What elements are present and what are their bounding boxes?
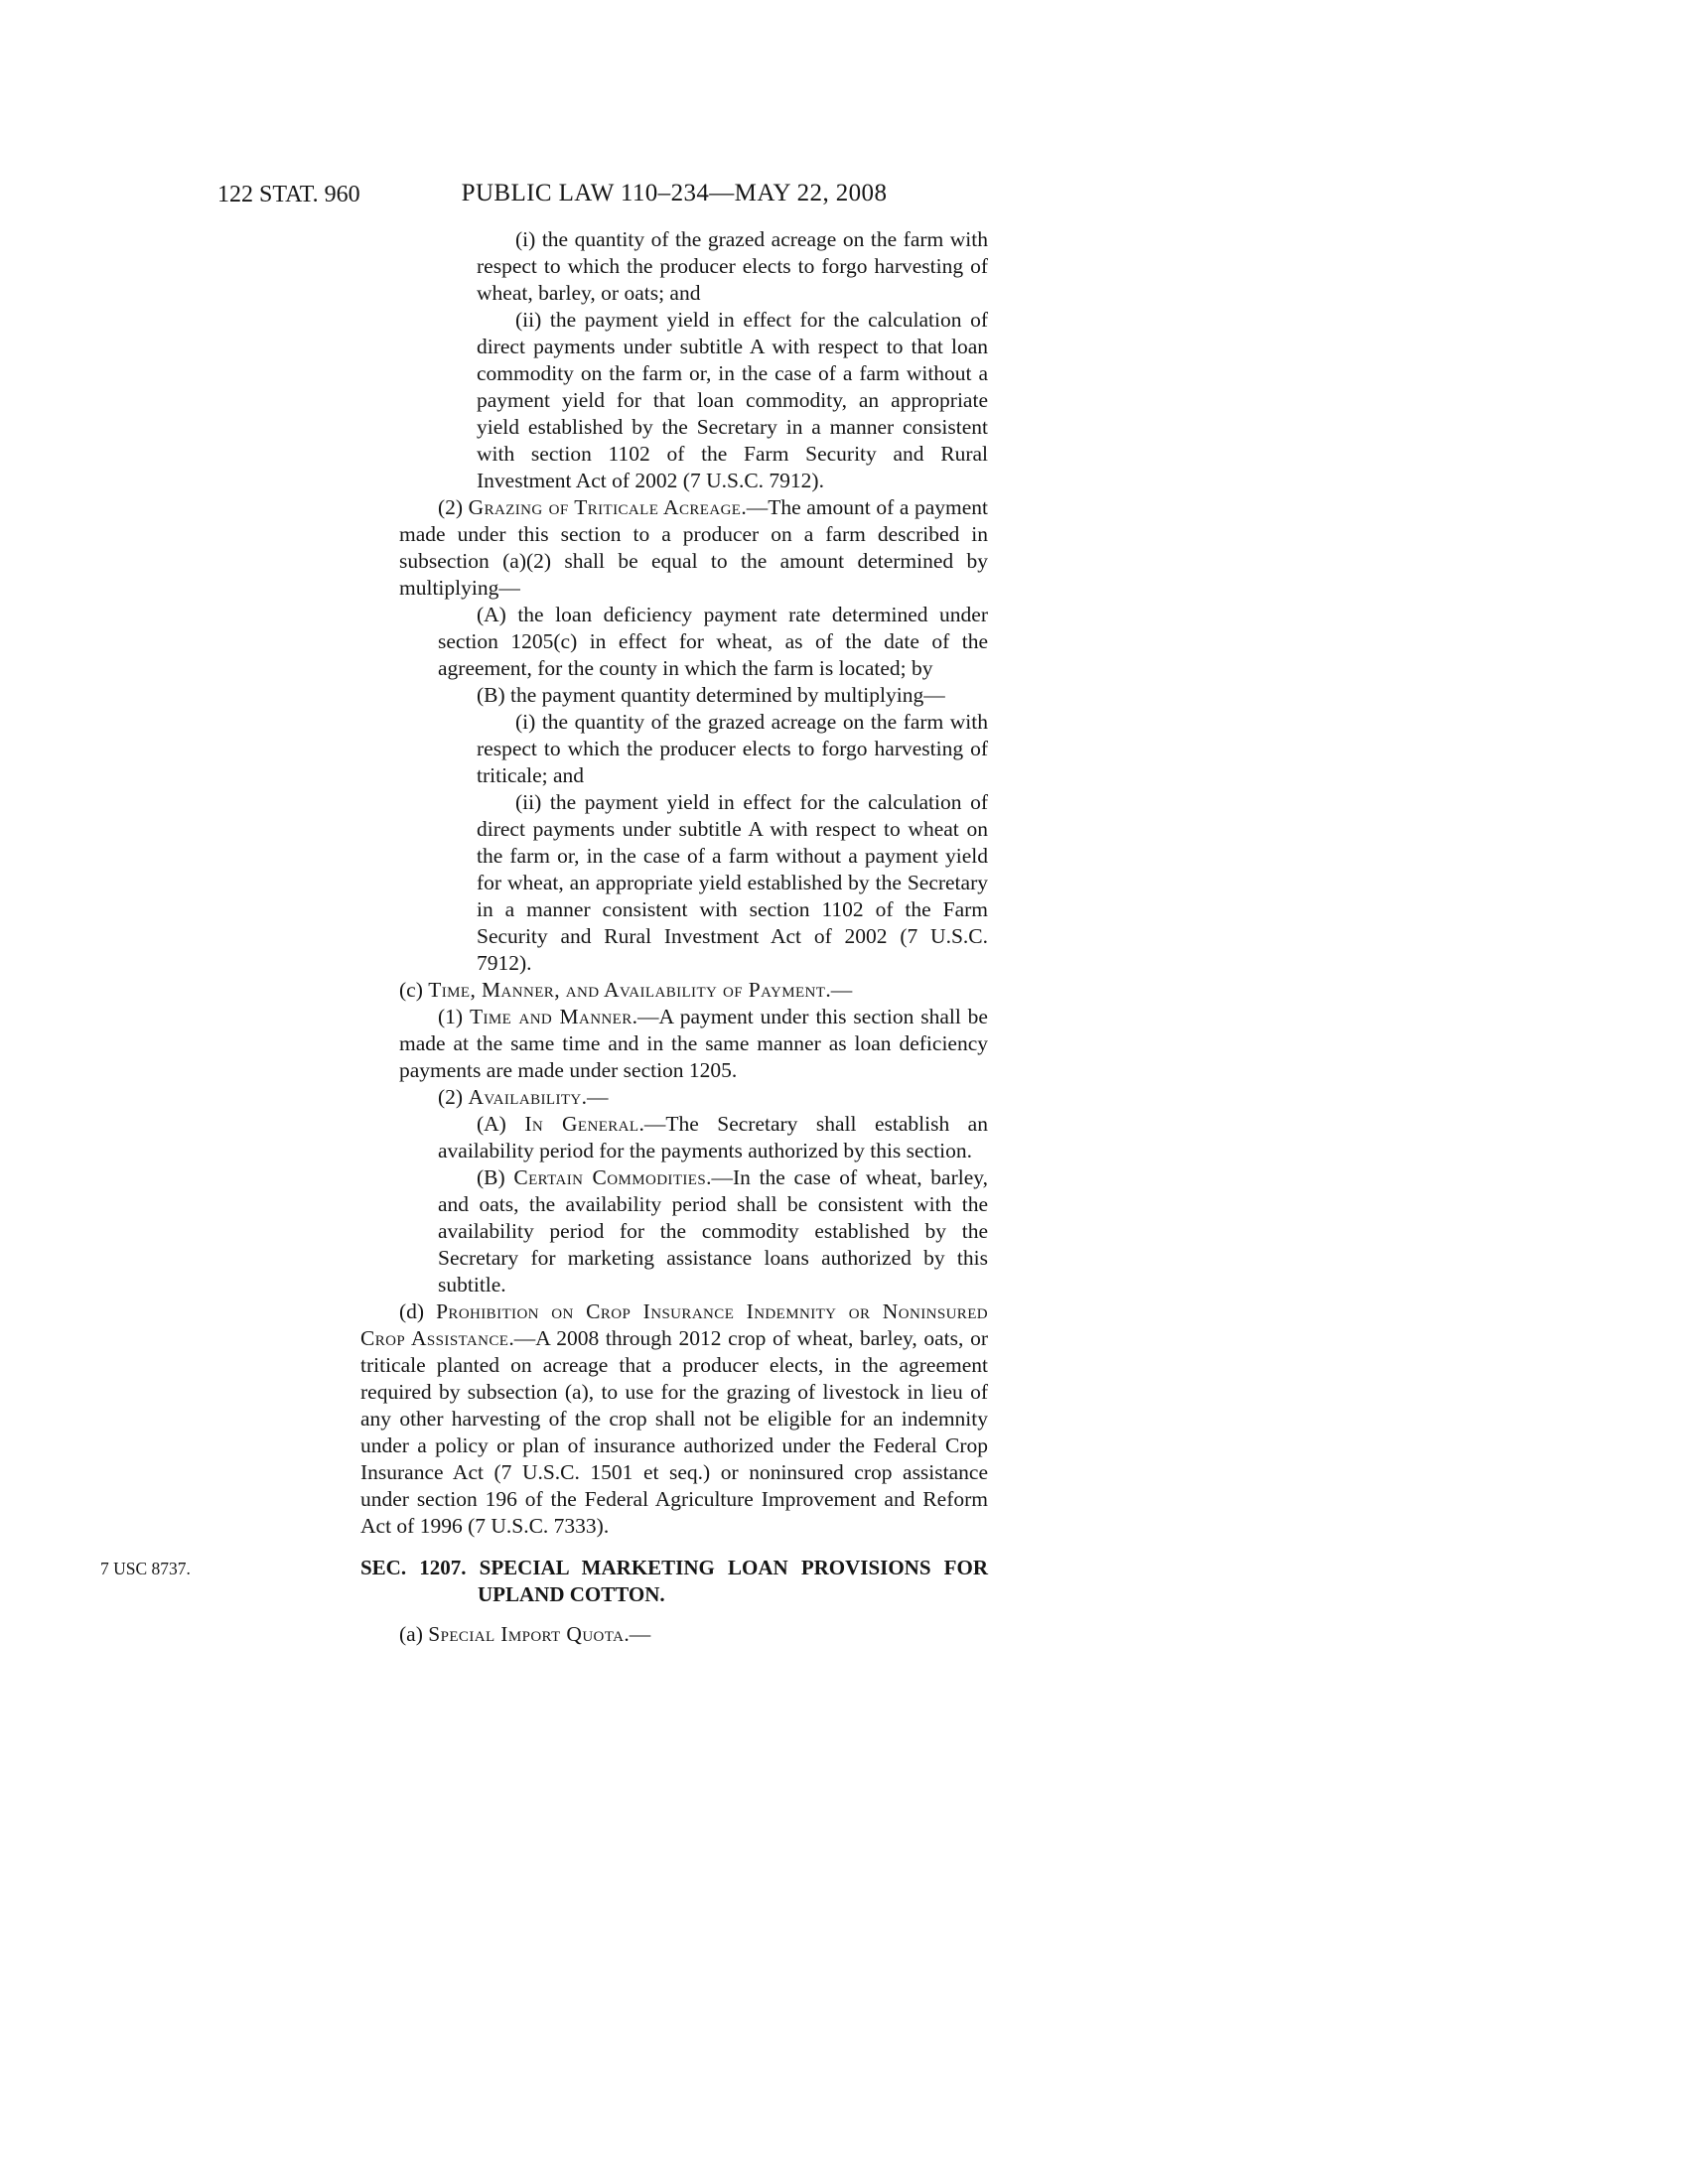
text-run: .— — [825, 978, 853, 1002]
small-caps-heading-text: Time, Manner, and Availability of Payment — [428, 978, 826, 1002]
statute-paragraph — [477, 789, 988, 977]
section-heading: SEC. 1207. SPECIAL MARKETING LOAN PROVISIONS FOR UPLAND COTTON. 7 USC 8737. — [100, 1556, 988, 1606]
small-caps-heading-text: Special Import Quota — [428, 1622, 625, 1646]
text-run: (d) — [399, 1299, 437, 1323]
small-caps-heading-text: Grazing of Triticale Acreage — [468, 495, 742, 519]
text-run: (2) — [438, 495, 469, 519]
small-caps-heading-text: Time and Manner — [469, 1005, 633, 1028]
statute-paragraph — [360, 1621, 988, 1648]
text-run: .— — [624, 1622, 651, 1646]
text-run: (i) the quantity of the grazed acreage on the farm with respect to which the producer elects to forgo harvesting of triticale; and — [477, 710, 988, 787]
text-run: SEC. 1207. SPECIAL MARKETING LOAN PROVISIONS FOR UPLAND COTTON. — [360, 1556, 988, 1606]
text-run: (1) — [438, 1005, 470, 1028]
text-run: (B) the payment quantity determined by multiplying— — [477, 683, 945, 707]
text-run: .—A 2008 through 2012 crop of wheat, barley, oats, or triticale planted on acreage that a producer elects, in the agreement required by subsection (a), to use for the grazing of livestock in lieu of any other harvesting of the crop shall not be eligible for an indemnity under a policy or plan of insurance authorized under the Federal Crop Insurance Act (7 U.S.C. 1501 et seq.) or noninsured crop assistance under section 196 of the Federal Agriculture Improvement and Reform Act of 1996 (7 U.S.C. 7333). — [360, 1326, 988, 1538]
statute-paragraph — [399, 1084, 988, 1111]
text-run: .—The Secretary shall establish an availability period for the payments authorized by this section. — [438, 1112, 988, 1162]
small-caps-heading-text: Certain Commodities — [513, 1165, 707, 1189]
statute-paragraph — [438, 602, 988, 682]
statute-paragraph — [360, 977, 988, 1004]
text-run: (ii) the payment yield in effect for the calculation of direct payments under subtitle A with respect to that loan commodity on the farm or, in the case of a farm without a payment yield for that loan commodity, an appropriate yield established by the Secretary in a manner consistent with section 1102 of the Farm Security and Rural Investment Act of 2002 (7 U.S.C. 7912). — [477, 308, 988, 492]
small-caps-heading-text: Prohibition on Crop Insurance Indemnity or Noninsured Crop Assistance — [360, 1299, 988, 1350]
small-caps-heading-text: In General — [524, 1112, 639, 1136]
text-run: .—In the case of wheat, barley, and oats, the availability period shall be consistent with the availability period for the commodity established by the Secretary for marketing assistance loans authorized by this subtitle. — [438, 1165, 988, 1297]
text-run: .—The amount of a payment made under this section to a producer on a farm described in subsection (a)(2) shall be equal to the amount determined by multiplying— — [399, 495, 988, 600]
statute-paragraph — [360, 1298, 988, 1540]
text-run: .—A payment under this section shall be made at the same time and in the same manner as loan deficiency payments are made under section 1205. — [399, 1005, 988, 1082]
text-run: (a) — [399, 1622, 429, 1646]
statute-paragraph — [399, 1004, 988, 1084]
statute-paragraph — [477, 307, 988, 494]
statute-paragraph — [438, 682, 988, 709]
statute-paragraph — [438, 1111, 988, 1164]
statute-paragraph — [477, 226, 988, 307]
text-run: (2) — [438, 1085, 469, 1109]
text-run: (ii) the payment yield in effect for the calculation of direct payments under subtitle A with respect to wheat on the farm or, in the case of a farm without a payment yield for wheat, an appropriate yield established by the Secretary in a manner consistent with section 1102 of the Farm Security and Rural Investment Act of 2002 (7 U.S.C. 7912). — [477, 790, 988, 975]
statute-paragraph — [399, 494, 988, 602]
text-run: (B) — [477, 1165, 514, 1189]
text-run: (A) the loan deficiency payment rate determined under section 1205(c) in effect for wheat, as of the date of the agreement, for the county in which the farm is located; by — [438, 603, 988, 680]
text-run: (c) — [399, 978, 429, 1002]
text-run: (i) the quantity of the grazed acreage on the farm with respect to which the producer elects to forgo harvesting of wheat, barley, or oats; and — [477, 227, 988, 305]
text-run: .— — [581, 1085, 609, 1109]
statute-paragraph — [438, 1164, 988, 1298]
statute-body — [100, 226, 988, 1648]
text-run: (A) — [477, 1112, 525, 1136]
statute-paragraph — [477, 709, 988, 789]
stat-page-number: 122 STAT. 960 — [217, 182, 360, 207]
public-law-header: PUBLIC LAW 110–234—MAY 22, 2008 — [461, 180, 888, 206]
small-caps-heading-text: Availability — [468, 1085, 582, 1109]
